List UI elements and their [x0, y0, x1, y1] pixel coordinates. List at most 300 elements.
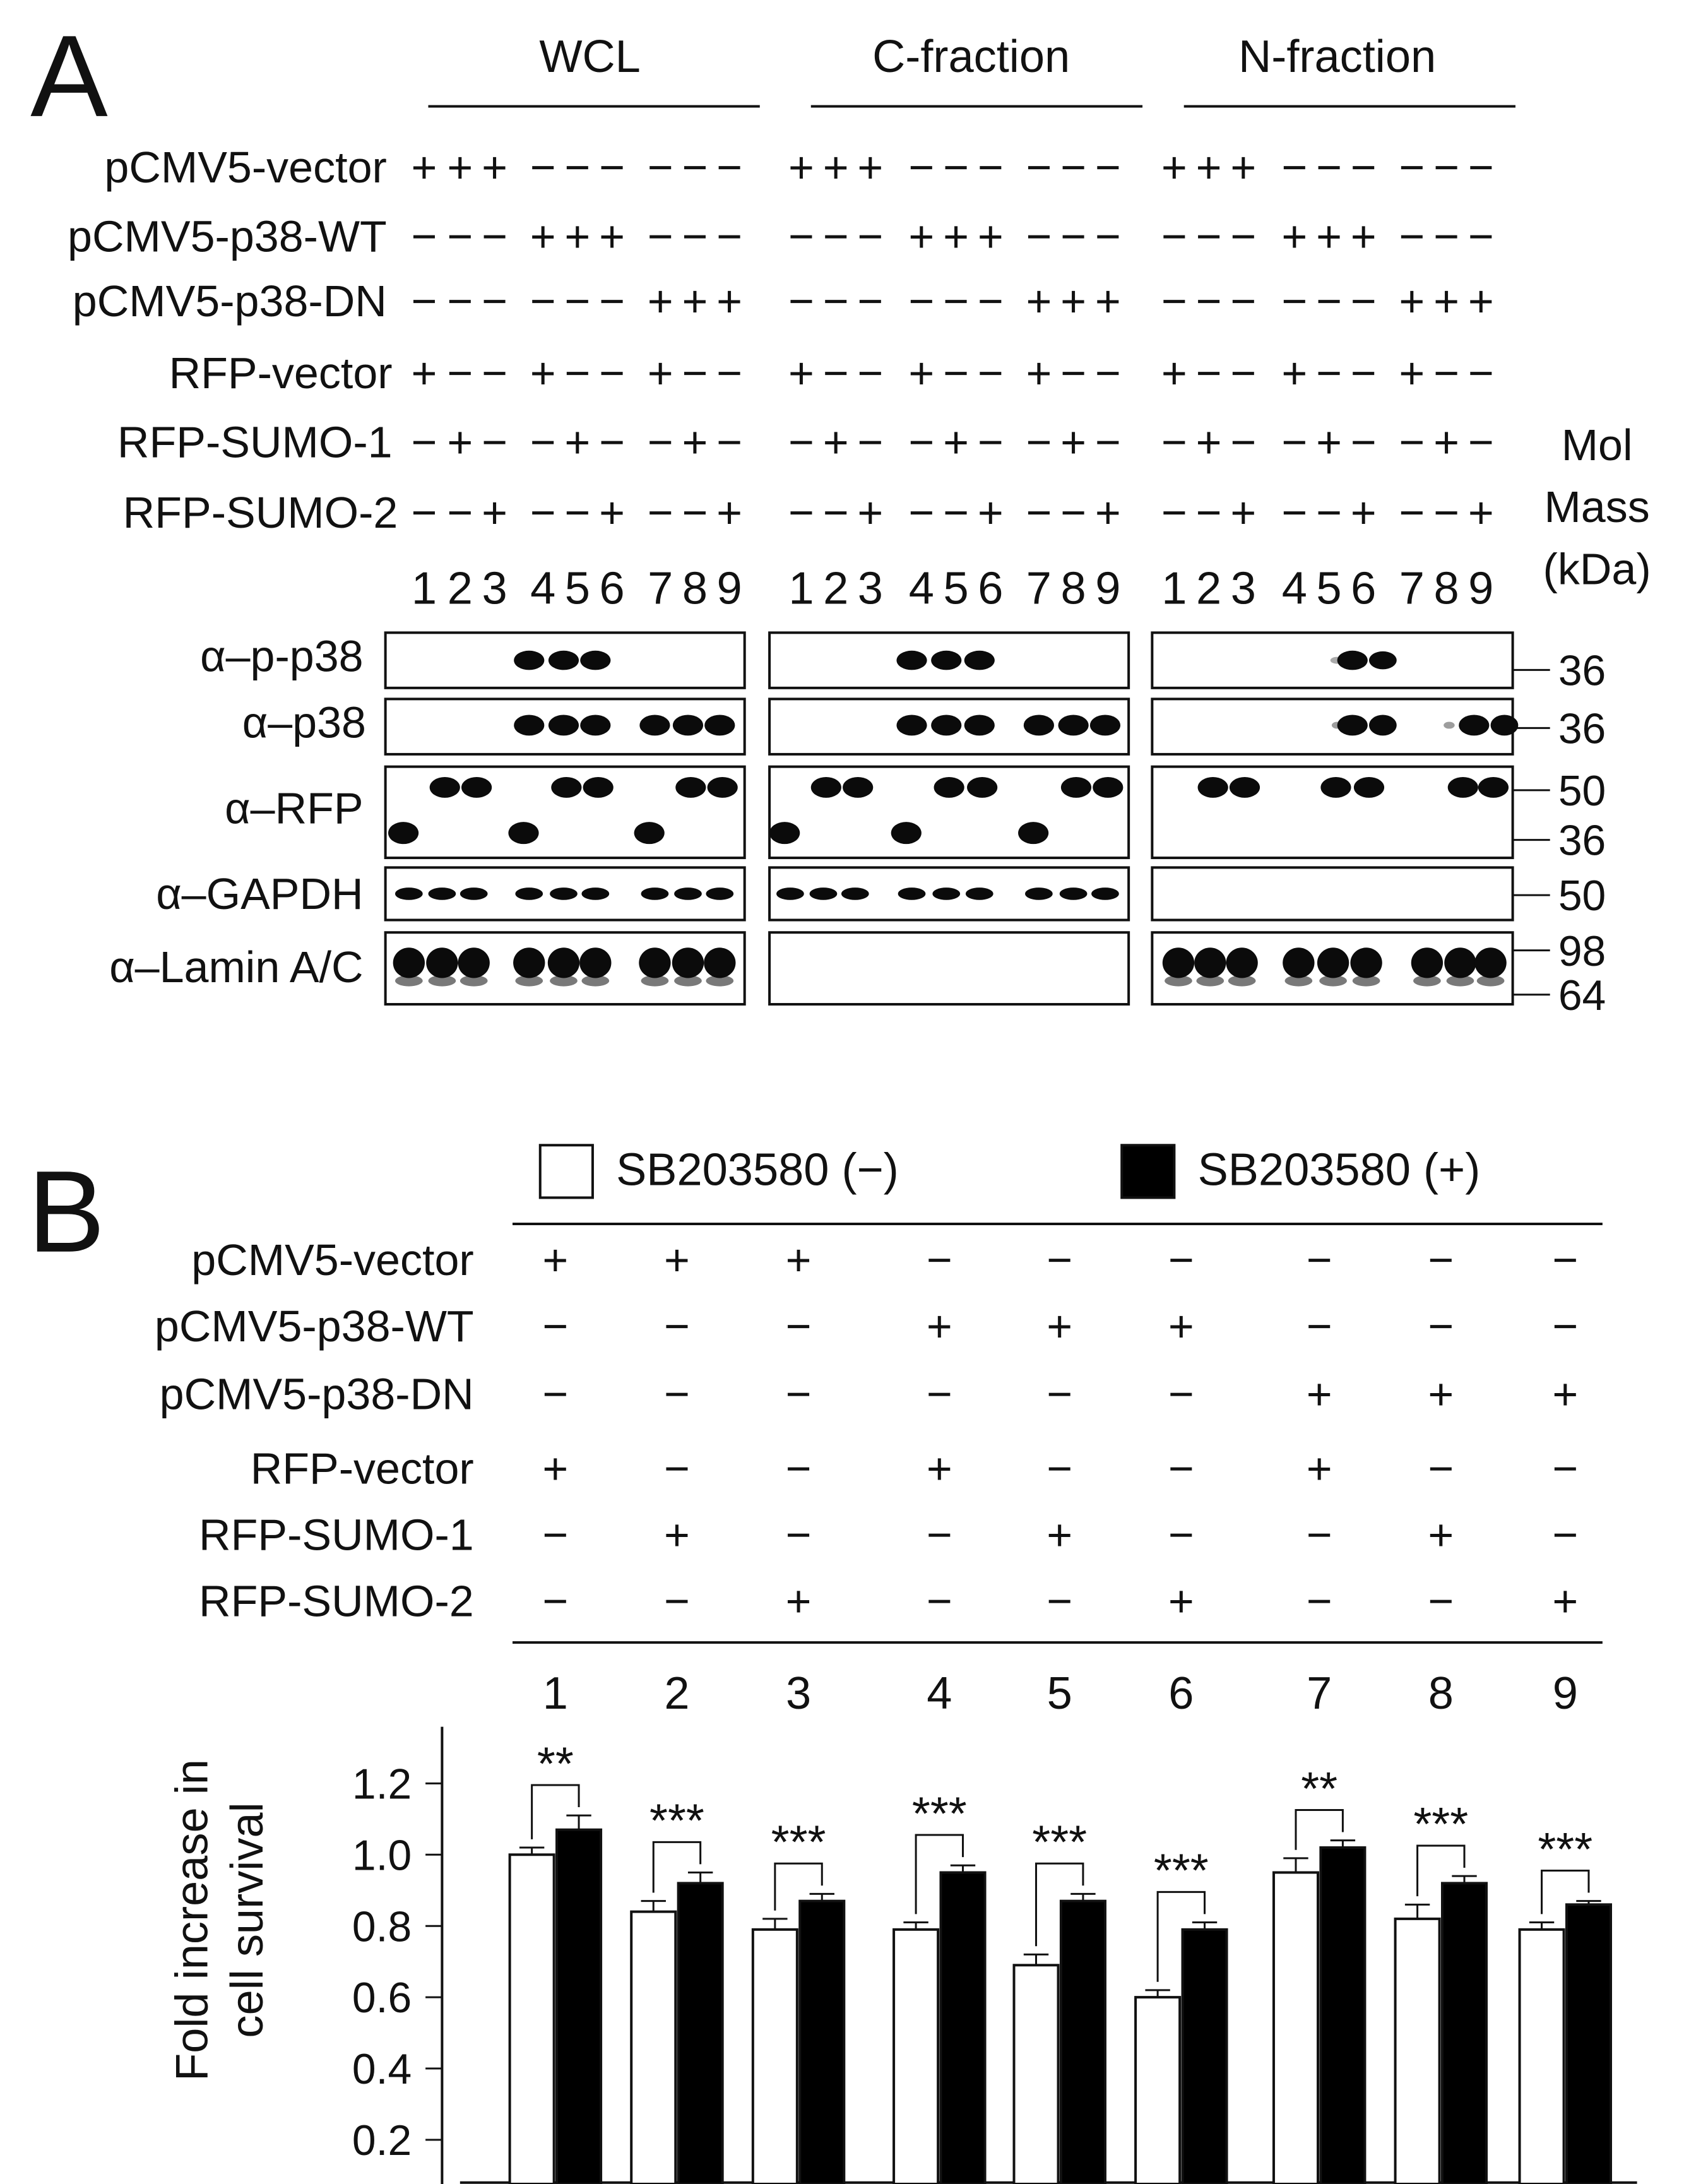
- band-p38-g2-l4: [896, 715, 927, 736]
- lane-number-a-g3-9: 9: [1468, 563, 1494, 614]
- sign-a-r2-g2-l9: −: [1094, 211, 1121, 261]
- band-lamin-top-g3-l9: [1474, 947, 1506, 978]
- band-gapdh-g1-l1: [395, 887, 423, 900]
- sign-a-r4-g1-l6: −: [599, 348, 626, 398]
- sign-a-r3-g1-l1: −: [411, 276, 437, 326]
- sign-b-r5-l7: −: [1306, 1510, 1332, 1560]
- lane-number-b-9: 9: [1552, 1668, 1578, 1719]
- sign-a-r2-g3-l2: −: [1195, 211, 1222, 261]
- sign-a-r2-g1-l8: −: [682, 211, 708, 261]
- sign-a-r2-g3-l6: +: [1350, 211, 1377, 261]
- marker-label-1-1: 36: [1558, 647, 1606, 695]
- sign-a-r2-g2-l8: −: [1060, 211, 1087, 261]
- blot-box-4-g3: [1152, 867, 1512, 920]
- band-lamin-top-g1-l3: [458, 947, 490, 978]
- sign-a-r6-g1-l8: −: [682, 488, 708, 538]
- lane-number-a-g3-3: 3: [1230, 563, 1256, 614]
- lane-number-a-g1-6: 6: [599, 563, 625, 614]
- band-pp38-g3-l6b: [1369, 651, 1397, 669]
- band-rfp-low-g1-s3: [634, 822, 665, 844]
- band-rfp-high-g1-s1-a: [430, 777, 460, 798]
- sign-a-r5-g1-l4: −: [530, 417, 556, 467]
- band-rfp-low-g2-s3: [1018, 822, 1048, 844]
- sign-a-r5-g1-l8: +: [682, 417, 708, 467]
- band-p38-g1-l7: [639, 715, 670, 736]
- sign-b-r6-l3: +: [785, 1576, 812, 1626]
- sign-b-r2-l4: +: [926, 1302, 952, 1351]
- lane-number-b-7: 7: [1307, 1668, 1332, 1719]
- sign-b-r2-l7: −: [1306, 1302, 1332, 1351]
- sign-b-r4-l2: −: [664, 1444, 690, 1493]
- sign-a-r4-g3-l2: −: [1195, 348, 1222, 398]
- bar-plus-5: [1061, 1901, 1105, 2184]
- sign-a-r2-g3-l3: −: [1230, 211, 1257, 261]
- band-gapdh-g1-l5: [550, 887, 578, 900]
- marker-label-5-2: 64: [1558, 971, 1606, 1019]
- y-axis-label: Fold increase in cell survival: [167, 1759, 273, 2081]
- sign-a-r6-g2-l9: +: [1094, 488, 1121, 538]
- sig-label-7: **: [1301, 1762, 1338, 1815]
- sign-b-r1-l7: −: [1306, 1235, 1332, 1285]
- sign-a-r5-g1-l1: −: [411, 417, 437, 467]
- band-lamin-low-g1-l1: [395, 975, 423, 987]
- sign-a-r2-g1-l9: −: [716, 211, 743, 261]
- condition-label-b-4: RFP-vector: [250, 1444, 474, 1493]
- band-rfp-low-g1-s1: [388, 822, 418, 844]
- sign-b-r5-l4: −: [926, 1510, 952, 1560]
- sign-a-r2-g2-l6: +: [977, 211, 1004, 261]
- sign-b-r5-l9: −: [1552, 1510, 1579, 1560]
- lane-number-a-g3-7: 7: [1399, 563, 1425, 614]
- sign-a-r4-g1-l3: −: [482, 348, 507, 398]
- sign-a-r5-g1-l9: −: [716, 417, 743, 467]
- sign-b-r4-l3: −: [785, 1444, 812, 1493]
- sign-a-r3-g3-l7: +: [1399, 276, 1425, 326]
- sign-b-r1-l2: +: [664, 1235, 690, 1285]
- legend-swatch-minus: [540, 1145, 593, 1197]
- sign-a-r5-g3-l7: −: [1399, 417, 1425, 467]
- band-lamin-low-g3-l8: [1447, 975, 1474, 987]
- y-tick-label-6: 1.2: [352, 1760, 412, 1808]
- sign-a-r5-g1-l7: −: [647, 417, 673, 467]
- sign-b-r4-l7: +: [1306, 1444, 1332, 1493]
- sign-a-r5-g2-l3: −: [857, 417, 884, 467]
- sign-a-r6-g1-l9: +: [716, 488, 743, 538]
- sign-a-r4-g2-l9: −: [1094, 348, 1121, 398]
- sign-a-r1-g2-l7: −: [1026, 142, 1052, 192]
- band-gapdh-g1-l9: [706, 887, 733, 900]
- sign-b-r2-l1: −: [542, 1302, 569, 1351]
- blot-label-4: α–GAPDH: [156, 869, 364, 919]
- lane-number-a-g2-3: 3: [857, 563, 883, 614]
- condition-label-b-1: pCMV5-vector: [191, 1235, 474, 1285]
- sign-a-r5-g2-l7: −: [1026, 417, 1052, 467]
- band-lamin-low-g1-l9: [706, 975, 733, 987]
- band-p38-g2-l8: [1058, 715, 1089, 736]
- sign-a-r6-g1-l2: −: [447, 488, 473, 538]
- band-lamin-top-g3-l2: [1194, 947, 1226, 978]
- sign-a-r6-g3-l7: −: [1399, 488, 1425, 538]
- sign-a-r4-g2-l1: +: [788, 348, 814, 398]
- band-rfp-low-g2-s2: [891, 822, 922, 844]
- band-lamin-low-g3-l6: [1353, 975, 1380, 987]
- sign-a-r5-g2-l2: +: [822, 417, 849, 467]
- group-label-3: N-fraction: [1238, 31, 1437, 82]
- sign-a-r3-g2-l8: +: [1060, 276, 1087, 326]
- marker-label-2-1: 36: [1558, 705, 1606, 753]
- sign-a-r6-g2-l7: −: [1026, 488, 1052, 538]
- sign-a-r1-g2-l6: −: [977, 142, 1004, 192]
- sign-a-r1-g2-l4: −: [908, 142, 935, 192]
- band-gapdh-g1-l6: [581, 887, 609, 900]
- lane-number-b-2: 2: [664, 1668, 690, 1719]
- sign-a-r1-g3-l1: +: [1161, 142, 1187, 192]
- sign-a-r3-g3-l8: +: [1433, 276, 1459, 326]
- sign-a-r6-g3-l1: −: [1161, 488, 1187, 538]
- sign-a-r2-g3-l4: +: [1281, 211, 1308, 261]
- sign-a-r4-g3-l7: +: [1399, 348, 1425, 398]
- band-rfp-high-g2-s1-a: [811, 777, 841, 798]
- band-p38-g2-l6: [964, 715, 995, 736]
- band-lamin-top-g1-l1: [393, 947, 425, 978]
- lane-number-a-g1-2: 2: [447, 563, 473, 614]
- band-pp38-g2-l6: [964, 651, 995, 670]
- bar-minus-8: [1396, 1919, 1440, 2184]
- marker-label-3-1: 50: [1558, 767, 1606, 815]
- sign-a-r2-g2-l7: −: [1026, 211, 1052, 261]
- y-tick-label-1: 0.2: [352, 2117, 412, 2165]
- band-gapdh-g2-l8: [1060, 887, 1088, 900]
- sign-a-r6-g3-l5: −: [1316, 488, 1342, 538]
- band-gapdh-g1-l7: [641, 887, 669, 900]
- sign-a-r6-g1-l3: +: [482, 488, 507, 538]
- sign-a-r5-g1-l5: +: [564, 417, 591, 467]
- band-p38-g1-l5: [548, 715, 579, 736]
- sign-b-r6-l2: −: [664, 1576, 690, 1626]
- sign-a-r6-g2-l8: −: [1060, 488, 1087, 538]
- lane-number-b-5: 5: [1047, 1668, 1072, 1719]
- sign-a-r1-g1-l1: +: [411, 142, 437, 192]
- sign-a-r1-g2-l8: −: [1060, 142, 1087, 192]
- sign-b-r4-l5: −: [1047, 1444, 1073, 1493]
- band-lamin-low-g1-l3: [460, 975, 488, 987]
- band-lamin-low-g3-l2: [1196, 975, 1224, 987]
- sign-a-r1-g1-l5: −: [564, 142, 591, 192]
- sign-a-r2-g2-l2: −: [822, 211, 849, 261]
- sign-a-r2-g3-l9: −: [1468, 211, 1494, 261]
- sign-b-r6-l1: −: [542, 1576, 569, 1626]
- sig-label-2: ***: [649, 1794, 704, 1847]
- panel-b-label: B: [27, 1146, 105, 1276]
- sign-a-r1-g2-l5: −: [943, 142, 969, 192]
- lane-number-a-g2-6: 6: [978, 563, 1004, 614]
- lane-number-a-g1-8: 8: [682, 563, 708, 614]
- sign-a-r4-g2-l5: −: [943, 348, 969, 398]
- sign-a-r3-g1-l8: +: [682, 276, 708, 326]
- sign-a-r3-g2-l7: +: [1026, 276, 1052, 326]
- sign-a-r4-g3-l3: −: [1230, 348, 1257, 398]
- condition-label-a-2: pCMV5-p38-WT: [68, 211, 387, 261]
- lane-number-b-1: 1: [542, 1668, 568, 1719]
- band-lamin-top-g3-l7: [1411, 947, 1443, 978]
- blot-label-3: α–RFP: [225, 783, 364, 833]
- sign-b-r2-l9: −: [1552, 1302, 1579, 1351]
- sign-a-r4-g3-l4: +: [1281, 348, 1308, 398]
- sign-a-r2-g3-l1: −: [1161, 211, 1187, 261]
- sign-a-r2-g2-l4: +: [908, 211, 935, 261]
- band-pp38-g1-l4: [514, 651, 544, 670]
- bar-plus-6: [1183, 1930, 1227, 2184]
- band-lamin-low-g1-l7: [641, 975, 669, 987]
- band-lamin-low-g3-l9: [1477, 975, 1505, 987]
- band-gapdh-g1-l4: [515, 887, 543, 900]
- condition-label-b-3: pCMV5-p38-DN: [159, 1369, 474, 1419]
- sign-b-r6-l6: +: [1168, 1576, 1194, 1626]
- sign-b-r4-l8: −: [1428, 1444, 1454, 1493]
- sign-a-r2-g1-l7: −: [647, 211, 673, 261]
- sig-label-8: ***: [1413, 1798, 1469, 1851]
- sign-b-r5-l5: +: [1047, 1510, 1073, 1560]
- band-p38-g1-l9: [704, 715, 735, 736]
- band-p38-g1-l4: [514, 715, 544, 736]
- band-gapdh-g2-l5: [932, 887, 960, 900]
- band-p38-g3-l6b: [1369, 715, 1397, 736]
- sig-label-1: **: [537, 1737, 574, 1790]
- sign-a-r5-g3-l6: −: [1350, 417, 1377, 467]
- sign-b-r2-l2: −: [664, 1302, 690, 1351]
- lane-number-a-g2-9: 9: [1095, 563, 1121, 614]
- sign-a-r1-g2-l9: −: [1094, 142, 1121, 192]
- sign-b-r6-l4: −: [926, 1576, 952, 1626]
- sign-b-r3-l6: −: [1168, 1369, 1194, 1419]
- band-p38-g2-l9: [1090, 715, 1120, 736]
- y-tick-label-2: 0.4: [352, 2046, 412, 2094]
- lane-number-b-8: 8: [1428, 1668, 1454, 1719]
- band-p38-g3-l6a: [1337, 715, 1368, 736]
- band-gapdh-g1-l2: [428, 887, 456, 900]
- sign-a-r3-g1-l3: −: [482, 276, 507, 326]
- bar-plus-8: [1442, 1883, 1486, 2184]
- sign-b-r3-l7: +: [1306, 1369, 1332, 1419]
- sign-a-r6-g1-l6: +: [599, 488, 626, 538]
- sign-a-r5-g2-l9: −: [1094, 417, 1121, 467]
- sign-a-r5-g3-l3: −: [1230, 417, 1257, 467]
- sign-b-r1-l6: −: [1168, 1235, 1194, 1285]
- band-p38-g3-l8: [1444, 721, 1455, 728]
- band-lamin-top-g1-l7: [639, 947, 670, 978]
- band-pp38-g2-l5: [931, 651, 961, 670]
- bar-minus-1: [510, 1855, 554, 2184]
- sign-b-r4-l9: −: [1552, 1444, 1579, 1493]
- band-lamin-low-g3-l3: [1228, 975, 1256, 987]
- lane-number-a-g3-8: 8: [1433, 563, 1459, 614]
- sign-a-r1-g3-l2: +: [1195, 142, 1222, 192]
- sign-a-r2-g1-l5: +: [564, 211, 591, 261]
- band-pp38-g3-l6a: [1337, 651, 1368, 670]
- sign-a-r2-g3-l5: +: [1316, 211, 1342, 261]
- band-gapdh-g2-l3: [841, 887, 869, 900]
- lane-number-a-g1-9: 9: [716, 563, 742, 614]
- sig-label-3: ***: [771, 1815, 826, 1868]
- lane-number-a-g1-7: 7: [648, 563, 673, 614]
- band-lamin-low-g1-l2: [428, 975, 456, 987]
- band-lamin-top-g3-l4: [1283, 947, 1314, 978]
- sign-a-r5-g3-l5: +: [1316, 417, 1342, 467]
- sign-a-r6-g2-l3: +: [857, 488, 884, 538]
- band-pp38-g2-l4: [896, 651, 927, 670]
- sign-a-r5-g2-l5: +: [943, 417, 969, 467]
- lane-number-a-g2-5: 5: [943, 563, 969, 614]
- bar-plus-7: [1320, 1848, 1365, 2184]
- band-rfp-high-g3-s3-b: [1478, 777, 1509, 798]
- sign-a-r6-g3-l2: −: [1195, 488, 1222, 538]
- sign-b-r5-l6: −: [1168, 1510, 1194, 1560]
- sign-a-r2-g2-l5: +: [943, 211, 969, 261]
- sign-a-r5-g2-l1: −: [788, 417, 814, 467]
- band-rfp-high-g2-s2-b: [967, 777, 997, 798]
- sign-b-r4-l6: −: [1168, 1444, 1194, 1493]
- sign-a-r6-g1-l1: −: [411, 488, 437, 538]
- blot-label-1: α–p-p38: [200, 631, 364, 681]
- sign-a-r4-g1-l1: +: [411, 348, 437, 398]
- mol-mass-label-2: Mass: [1544, 482, 1650, 532]
- band-p38-g3-l9a: [1459, 715, 1489, 736]
- lane-number-a-g2-2: 2: [823, 563, 849, 614]
- band-gapdh-g1-l3: [460, 887, 488, 900]
- sign-a-r1-g1-l8: −: [682, 142, 708, 192]
- band-rfp-high-g2-s2-a: [934, 777, 964, 798]
- sign-a-r4-g3-l6: −: [1350, 348, 1377, 398]
- sign-a-r3-g3-l5: −: [1316, 276, 1342, 326]
- lane-number-a-g3-5: 5: [1316, 563, 1342, 614]
- sign-a-r3-g2-l3: −: [857, 276, 884, 326]
- sign-a-r1-g1-l7: −: [647, 142, 673, 192]
- blot-label-5: α–Lamin A/C: [109, 942, 364, 992]
- sign-a-r6-g3-l9: +: [1468, 488, 1494, 538]
- blot-box-5-g2: [769, 932, 1129, 1004]
- sign-a-r3-g3-l4: −: [1281, 276, 1308, 326]
- band-rfp-high-g2-s1-b: [843, 777, 873, 798]
- sig-label-6: ***: [1153, 1844, 1209, 1897]
- bar-plus-9: [1567, 1904, 1611, 2184]
- bar-minus-7: [1274, 1872, 1318, 2184]
- lane-number-b-3: 3: [785, 1668, 812, 1719]
- sign-a-r3-g3-l6: −: [1350, 276, 1377, 326]
- sign-a-r2-g1-l2: −: [447, 211, 473, 261]
- sign-a-r3-g3-l2: −: [1195, 276, 1222, 326]
- band-rfp-high-g3-s1-b: [1230, 777, 1260, 798]
- sign-a-r2-g1-l6: +: [599, 211, 626, 261]
- sign-a-r6-g1-l5: −: [564, 488, 591, 538]
- sign-b-r2-l6: +: [1168, 1302, 1194, 1351]
- condition-label-b-5: RFP-SUMO-1: [199, 1510, 474, 1560]
- sign-b-r2-l8: −: [1428, 1302, 1454, 1351]
- sign-a-r3-g1-l5: −: [564, 276, 591, 326]
- sign-a-r4-g1-l7: +: [647, 348, 673, 398]
- bar-plus-3: [800, 1901, 844, 2184]
- condition-label-b-2: pCMV5-p38-WT: [154, 1302, 474, 1351]
- sign-a-r4-g2-l4: +: [908, 348, 935, 398]
- sign-a-r6-g2-l4: −: [908, 488, 935, 538]
- band-rfp-high-g3-s2-b: [1354, 777, 1384, 798]
- condition-label-a-3: pCMV5-p38-DN: [72, 276, 387, 326]
- band-gapdh-g2-l9: [1091, 887, 1119, 900]
- sign-b-r4-l4: +: [926, 1444, 952, 1493]
- band-rfp-high-g3-s2-a: [1320, 777, 1351, 798]
- band-lamin-top-g3-l1: [1163, 947, 1194, 978]
- band-lamin-top-g1-l4: [513, 947, 545, 978]
- band-rfp-high-g3-s3-a: [1448, 777, 1478, 798]
- sign-b-r6-l9: +: [1552, 1576, 1579, 1626]
- sign-a-r1-g2-l2: +: [822, 142, 849, 192]
- sign-a-r4-g1-l4: +: [530, 348, 556, 398]
- sign-a-r3-g2-l6: −: [977, 276, 1004, 326]
- y-tick-label-4: 0.8: [352, 1903, 412, 1951]
- sign-a-r4-g3-l9: −: [1468, 348, 1494, 398]
- sign-a-r3-g1-l9: +: [716, 276, 743, 326]
- band-rfp-high-g1-s2-b: [583, 777, 614, 798]
- band-p38-g1-l6: [580, 715, 610, 736]
- sign-a-r6-g3-l4: −: [1281, 488, 1308, 538]
- band-pp38-g1-l5: [548, 651, 579, 670]
- band-pp38-g1-l6: [580, 651, 610, 670]
- sign-a-r4-g2-l2: −: [822, 348, 849, 398]
- y-tick-label-5: 1.0: [352, 1832, 412, 1880]
- band-rfp-high-g2-s3-b: [1093, 777, 1123, 798]
- band-lamin-top-g1-l6: [579, 947, 611, 978]
- sign-a-r3-g2-l9: +: [1094, 276, 1121, 326]
- sign-b-r6-l7: −: [1306, 1576, 1332, 1626]
- band-lamin-low-g1-l4: [515, 975, 543, 987]
- sign-a-r4-g2-l8: −: [1060, 348, 1087, 398]
- condition-label-b-6: RFP-SUMO-2: [199, 1576, 474, 1626]
- sign-a-r1-g1-l4: −: [530, 142, 556, 192]
- sign-a-r6-g3-l6: +: [1350, 488, 1377, 538]
- condition-label-a-1: pCMV5-vector: [104, 142, 387, 192]
- sign-a-r1-g3-l9: −: [1468, 142, 1494, 192]
- legend-label-plus: SB203580 (+): [1197, 1144, 1481, 1196]
- sign-a-r1-g2-l1: +: [788, 142, 814, 192]
- sign-a-r4-g3-l1: +: [1161, 348, 1187, 398]
- marker-label-3-2: 36: [1558, 817, 1606, 865]
- sign-b-r3-l4: −: [926, 1369, 952, 1419]
- sign-a-r5-g2-l8: +: [1060, 417, 1087, 467]
- sign-a-r4-g1-l2: −: [447, 348, 473, 398]
- bar-plus-1: [557, 1830, 601, 2184]
- legend-label-minus: SB203580 (−): [616, 1144, 899, 1196]
- sign-a-r4-g1-l9: −: [716, 348, 743, 398]
- band-rfp-high-g1-s3-a: [675, 777, 706, 798]
- lane-number-b-6: 6: [1168, 1668, 1194, 1719]
- band-lamin-low-g3-l7: [1413, 975, 1441, 987]
- sign-a-r6-g1-l4: −: [530, 488, 556, 538]
- sign-a-r4-g2-l3: −: [857, 348, 884, 398]
- band-lamin-low-g1-l6: [581, 975, 609, 987]
- sign-a-r1-g3-l3: +: [1230, 142, 1257, 192]
- band-p38-g1-l8: [673, 715, 703, 736]
- group-label-2: C-fraction: [872, 31, 1070, 82]
- sign-b-r3-l1: −: [542, 1369, 569, 1419]
- sign-a-r5-g3-l2: +: [1195, 417, 1222, 467]
- band-rfp-low-g2-s1: [769, 822, 800, 844]
- band-lamin-top-g1-l9: [704, 947, 735, 978]
- sign-a-r2-g3-l7: −: [1399, 211, 1425, 261]
- lane-number-a-g3-2: 2: [1196, 563, 1222, 614]
- band-lamin-low-g1-l8: [674, 975, 702, 987]
- lane-number-a-g3-4: 4: [1281, 563, 1307, 614]
- band-lamin-top-g3-l3: [1226, 947, 1257, 978]
- sign-a-r2-g2-l1: −: [788, 211, 814, 261]
